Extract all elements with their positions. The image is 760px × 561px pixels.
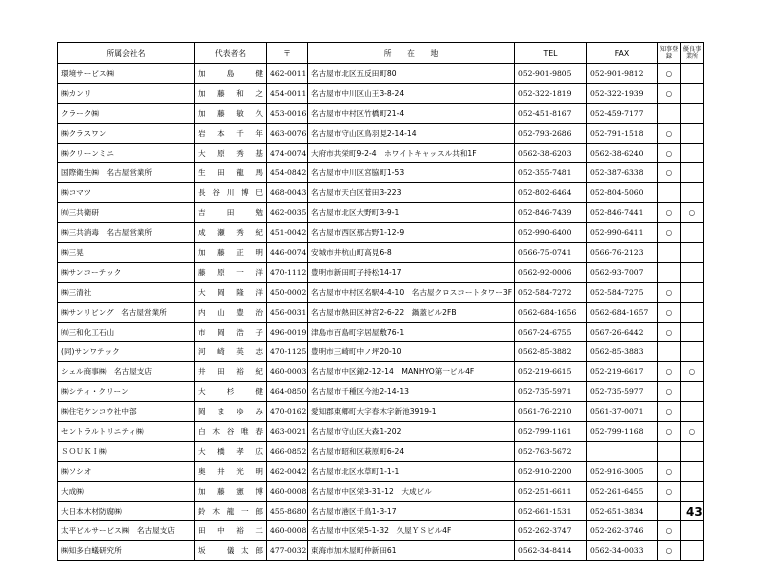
company-name: ㈱シティ・クリーン <box>58 382 195 402</box>
address: 名古屋市中川区山王3-8-24 <box>308 83 515 103</box>
representative-name: 加島健 <box>195 64 267 84</box>
address: 名古屋市中村区名駅4-4-10 名古屋クロスコートタワー3F <box>308 282 515 302</box>
postal-code: 462-0042 <box>267 461 308 481</box>
company-name: クラーク㈱ <box>58 103 195 123</box>
tel-number: 052-802-6464 <box>515 183 587 203</box>
fax-number: 0561-37-0071 <box>587 402 658 422</box>
company-name: ㈱三清社 <box>58 282 195 302</box>
postal-code: 460-0008 <box>267 481 308 501</box>
tech-registration-mark: ○ <box>658 541 681 561</box>
company-name: ＳＯＵＫＩ㈱ <box>58 441 195 461</box>
postal-code: 470-1125 <box>267 342 308 362</box>
table-body <box>58 64 704 561</box>
representative-name: 大岡隆洋 <box>195 282 267 302</box>
postal-code: 451-0042 <box>267 223 308 243</box>
address: 津島市百島町字居屋敷76-1 <box>308 322 515 342</box>
table-row <box>58 282 704 302</box>
header-representative: 代表者名 <box>195 43 267 64</box>
postal-code: 466-0852 <box>267 441 308 461</box>
excellent-office-mark <box>681 441 704 461</box>
table-row <box>58 163 704 183</box>
postal-code: 462-0035 <box>267 203 308 223</box>
tech-registration-mark: ○ <box>658 223 681 243</box>
tech-registration-mark <box>658 183 681 203</box>
representative-name: 奥井光明 <box>195 461 267 481</box>
tech-registration-mark: ○ <box>658 461 681 481</box>
tel-number: 052-355-7481 <box>515 163 587 183</box>
tel-number: 0566-75-0741 <box>515 243 587 263</box>
tel-number: 0562-684-1656 <box>515 302 587 322</box>
company-name: 国際衛生㈱ 名古屋営業所 <box>58 163 195 183</box>
table-row <box>58 143 704 163</box>
representative-name: 井田裕紀 <box>195 362 267 382</box>
header-excellent-office: 優良事業所 <box>681 43 704 64</box>
tech-registration-mark: ○ <box>658 382 681 402</box>
fax-number: 0562-93-7007 <box>587 262 658 282</box>
company-name: セントラルトリニティ㈱ <box>58 422 195 442</box>
representative-name: 坂 儀太郎 <box>195 541 267 561</box>
table-row <box>58 103 704 123</box>
representative-name: 河崎英志 <box>195 342 267 362</box>
representative-name: 大原秀基 <box>195 143 267 163</box>
excellent-office-mark <box>681 322 704 342</box>
fax-number: 0562-34-0033 <box>587 541 658 561</box>
postal-code: 455-8680 <box>267 501 308 521</box>
tech-registration-mark: ○ <box>658 521 681 541</box>
header-fax: FAX <box>587 43 658 64</box>
tel-number: 0562-85-3882 <box>515 342 587 362</box>
excellent-office-mark <box>681 342 704 362</box>
tech-registration-mark: ○ <box>658 64 681 84</box>
table-row <box>58 183 704 203</box>
fax-number <box>587 441 658 461</box>
fax-number: 052-459-7177 <box>587 103 658 123</box>
representative-name: 生田龍馬 <box>195 163 267 183</box>
tel-number: 052-262-3747 <box>515 521 587 541</box>
address: 名古屋市熱田区神宮2-6-22 鍋蓋ビル2FB <box>308 302 515 322</box>
company-name: 太平ビルサービス㈱ 名古屋支店 <box>58 521 195 541</box>
postal-code: 450-0002 <box>267 282 308 302</box>
representative-name: 成瀬秀紀 <box>195 223 267 243</box>
representative-name: 白木谷唯春 <box>195 422 267 442</box>
table-row <box>58 83 704 103</box>
postal-code: 477-0032 <box>267 541 308 561</box>
tech-registration-mark <box>658 441 681 461</box>
company-name: ㈱住宅ケンコウ社中部 <box>58 402 195 422</box>
address: 安城市井杭山町高見6-8 <box>308 243 515 263</box>
representative-name: 加藤和之 <box>195 83 267 103</box>
tel-number: 052-219-6615 <box>515 362 587 382</box>
tel-number: 052-910-2200 <box>515 461 587 481</box>
table-row <box>58 342 704 362</box>
fax-number: 0562-684-1657 <box>587 302 658 322</box>
tech-registration-mark: ○ <box>658 123 681 143</box>
postal-code: 460-0008 <box>267 521 308 541</box>
excellent-office-mark <box>681 163 704 183</box>
excellent-office-mark <box>681 223 704 243</box>
excellent-office-mark <box>681 302 704 322</box>
tel-number: 052-763-5672 <box>515 441 587 461</box>
representative-name: 岩本千年 <box>195 123 267 143</box>
fax-number: 052-735-5977 <box>587 382 658 402</box>
table-row <box>58 541 704 561</box>
address: 名古屋市守山区大森1-202 <box>308 422 515 442</box>
postal-code: 446-0074 <box>267 243 308 263</box>
tel-number: 052-251-6611 <box>515 481 587 501</box>
excellent-office-mark <box>681 402 704 422</box>
fax-number: 052-990-6411 <box>587 223 658 243</box>
postal-code: 470-0162 <box>267 402 308 422</box>
excellent-office-mark <box>681 64 704 84</box>
company-name: ㈱サンコーテック <box>58 262 195 282</box>
company-name: 環境サービス㈱ <box>58 64 195 84</box>
tel-number: 052-799-1161 <box>515 422 587 442</box>
address: 名古屋市中区錦2-12-14 MANHYO第一ビル4F <box>308 362 515 382</box>
excellent-office-mark: ○ <box>681 422 704 442</box>
address: 名古屋市港区千鳥1-3-17 <box>308 501 515 521</box>
company-name: (同)サンワテック <box>58 342 195 362</box>
fax-number: 052-584-7275 <box>587 282 658 302</box>
address: 名古屋市天白区菅田3-223 <box>308 183 515 203</box>
fax-number: 052-387-6338 <box>587 163 658 183</box>
excellent-office-mark <box>681 83 704 103</box>
company-name: 大日本木材防腐㈱ <box>58 501 195 521</box>
address: 東海市加木屋町仲新田61 <box>308 541 515 561</box>
table-row <box>58 441 704 461</box>
address: 名古屋市中川区宮脇町1-53 <box>308 163 515 183</box>
address: 名古屋市千種区今池2-14-13 <box>308 382 515 402</box>
representative-name: 加藤憲博 <box>195 481 267 501</box>
address: 名古屋市中区栄5-1-32 久屋ＹＳビル4F <box>308 521 515 541</box>
fax-number: 052-846-7441 <box>587 203 658 223</box>
excellent-office-mark <box>681 521 704 541</box>
fax-number: 052-901-9812 <box>587 64 658 84</box>
representative-name: 岡まゆみ <box>195 402 267 422</box>
tech-registration-mark <box>658 243 681 263</box>
header-address: 所 在 地 <box>308 43 515 64</box>
company-name: ㈱知多白蟻研究所 <box>58 541 195 561</box>
header-row <box>58 43 704 64</box>
excellent-office-mark <box>681 103 704 123</box>
address: 名古屋市西区那古野1-12-9 <box>308 223 515 243</box>
tel-number: 052-322-1819 <box>515 83 587 103</box>
address: 大府市共栄町9-2-4 ホワイトキャッスル共和1F <box>308 143 515 163</box>
excellent-office-mark <box>681 123 704 143</box>
postal-code: 468-0043 <box>267 183 308 203</box>
company-name: ㈱三晃 <box>58 243 195 263</box>
fax-number: 0562-38-6240 <box>587 143 658 163</box>
company-name: ㈱コマツ <box>58 183 195 203</box>
header-zip: 〒 <box>267 43 308 64</box>
header-company: 所属会社名 <box>58 43 195 64</box>
fax-number: 052-261-6455 <box>587 481 658 501</box>
postal-code: 453-0016 <box>267 103 308 123</box>
table-row <box>58 521 704 541</box>
table-row <box>58 262 704 282</box>
tech-registration-mark: ○ <box>658 163 681 183</box>
postal-code: 454-0842 <box>267 163 308 183</box>
fax-number: 052-651-3834 <box>587 501 658 521</box>
tech-registration-mark <box>658 342 681 362</box>
tech-registration-mark: ○ <box>658 203 681 223</box>
address: 名古屋市昭和区萩原町6-24 <box>308 441 515 461</box>
tel-number: 0562-34-8414 <box>515 541 587 561</box>
address: 愛知郡東郷町大字春木字新池3919-1 <box>308 402 515 422</box>
table-row <box>58 362 704 382</box>
table-row <box>58 322 704 342</box>
excellent-office-mark <box>681 481 704 501</box>
address: 名古屋市北区五反田町80 <box>308 64 515 84</box>
fax-number: 0562-85-3883 <box>587 342 658 362</box>
tel-number: 0561-76-2210 <box>515 402 587 422</box>
tech-registration-mark <box>658 501 681 521</box>
postal-code: 456-0031 <box>267 302 308 322</box>
excellent-office-mark <box>681 461 704 481</box>
representative-name: 加藤正明 <box>195 243 267 263</box>
company-name: ㈱クリーンミニ <box>58 143 195 163</box>
tech-registration-mark: ○ <box>658 422 681 442</box>
table-row <box>58 302 704 322</box>
address: 名古屋市北区大野町3-9-1 <box>308 203 515 223</box>
tel-number: 052-584-7272 <box>515 282 587 302</box>
tech-registration-mark <box>658 262 681 282</box>
tech-registration-mark: ○ <box>658 402 681 422</box>
table-row <box>58 501 704 521</box>
header-tel: TEL <box>515 43 587 64</box>
postal-code: 474-0074 <box>267 143 308 163</box>
representative-name: 吉田勉 <box>195 203 267 223</box>
member-registry-table <box>57 42 704 561</box>
company-name: ㈱クラスワン <box>58 123 195 143</box>
tech-registration-mark: ○ <box>658 83 681 103</box>
postal-code: 463-0076 <box>267 123 308 143</box>
fax-number: 052-916-3005 <box>587 461 658 481</box>
tel-number: 0562-38-6203 <box>515 143 587 163</box>
representative-name: 内山豊治 <box>195 302 267 322</box>
excellent-office-mark: ○ <box>681 203 704 223</box>
representative-name: 加藤敏久 <box>195 103 267 123</box>
table-row <box>58 402 704 422</box>
tel-number: 052-735-5971 <box>515 382 587 402</box>
table-row <box>58 382 704 402</box>
postal-code: 462-0011 <box>267 64 308 84</box>
company-name: 大成㈱ <box>58 481 195 501</box>
postal-code: 463-0021 <box>267 422 308 442</box>
page-number: 43 <box>686 505 703 519</box>
address: 名古屋市守山区鳥羽見2-14-14 <box>308 123 515 143</box>
tel-number: 0562-92-0006 <box>515 262 587 282</box>
tel-number: 052-846-7439 <box>515 203 587 223</box>
representative-name: 鈴木龍一郎 <box>195 501 267 521</box>
tech-registration-mark: ○ <box>658 322 681 342</box>
table-row <box>58 203 704 223</box>
table-row <box>58 64 704 84</box>
postal-code: 496-0019 <box>267 322 308 342</box>
excellent-office-mark <box>681 262 704 282</box>
tel-number: 052-661-1531 <box>515 501 587 521</box>
table-row <box>58 481 704 501</box>
tel-number: 052-451-8167 <box>515 103 587 123</box>
address: 名古屋市中区栄3-31-12 大成ビル <box>308 481 515 501</box>
fax-number: 052-262-3746 <box>587 521 658 541</box>
representative-name: 市岡浩子 <box>195 322 267 342</box>
header-tech-registration: 知事登録 <box>658 43 681 64</box>
postal-code: 460-0003 <box>267 362 308 382</box>
tel-number: 052-901-9805 <box>515 64 587 84</box>
fax-number: 052-804-5060 <box>587 183 658 203</box>
tech-registration-mark: ○ <box>658 481 681 501</box>
address: 名古屋市北区水草町1-1-1 <box>308 461 515 481</box>
company-name: ㈱カンリ <box>58 83 195 103</box>
excellent-office-mark <box>681 541 704 561</box>
excellent-office-mark: ○ <box>681 362 704 382</box>
tel-number: 052-990-6400 <box>515 223 587 243</box>
representative-name: 大橋孝広 <box>195 441 267 461</box>
table-row <box>58 461 704 481</box>
excellent-office-mark <box>681 243 704 263</box>
company-name: ㈱三共消毒 名古屋営業所 <box>58 223 195 243</box>
table-row <box>58 223 704 243</box>
representative-name: 大杉健 <box>195 382 267 402</box>
company-name: ㈱ソシオ <box>58 461 195 481</box>
fax-number: 052-322-1939 <box>587 83 658 103</box>
fax-number: 0566-76-2123 <box>587 243 658 263</box>
company-name: シェル商事㈱ 名古屋支店 <box>58 362 195 382</box>
postal-code: 470-1112 <box>267 262 308 282</box>
excellent-office-mark <box>681 282 704 302</box>
tech-registration-mark <box>658 103 681 123</box>
company-name: ㈲三和化工石山 <box>58 322 195 342</box>
address: 豊明市新田町子持松14-17 <box>308 262 515 282</box>
tech-registration-mark: ○ <box>658 362 681 382</box>
postal-code: 454-0011 <box>267 83 308 103</box>
representative-name: 田中裕二 <box>195 521 267 541</box>
table-row <box>58 123 704 143</box>
excellent-office-mark <box>681 143 704 163</box>
tech-registration-mark: ○ <box>658 143 681 163</box>
excellent-office-mark <box>681 382 704 402</box>
tech-registration-mark: ○ <box>658 302 681 322</box>
representative-name: 長谷川博巳 <box>195 183 267 203</box>
excellent-office-mark <box>681 183 704 203</box>
fax-number: 052-219-6617 <box>587 362 658 382</box>
tel-number: 052-793-2686 <box>515 123 587 143</box>
table-row <box>58 243 704 263</box>
tech-registration-mark: ○ <box>658 282 681 302</box>
company-name: ㈲三共衛研 <box>58 203 195 223</box>
address: 豊明市三崎町中ノ坪20-10 <box>308 342 515 362</box>
table-row <box>58 422 704 442</box>
tel-number: 0567-24-6755 <box>515 322 587 342</box>
representative-name: 藤原一洋 <box>195 262 267 282</box>
fax-number: 052-799-1168 <box>587 422 658 442</box>
fax-number: 052-791-1518 <box>587 123 658 143</box>
address: 名古屋市中村区竹橋町21-4 <box>308 103 515 123</box>
fax-number: 0567-26-6442 <box>587 322 658 342</box>
postal-code: 464-0850 <box>267 382 308 402</box>
company-name: ㈱サンリビング 名古屋営業所 <box>58 302 195 322</box>
